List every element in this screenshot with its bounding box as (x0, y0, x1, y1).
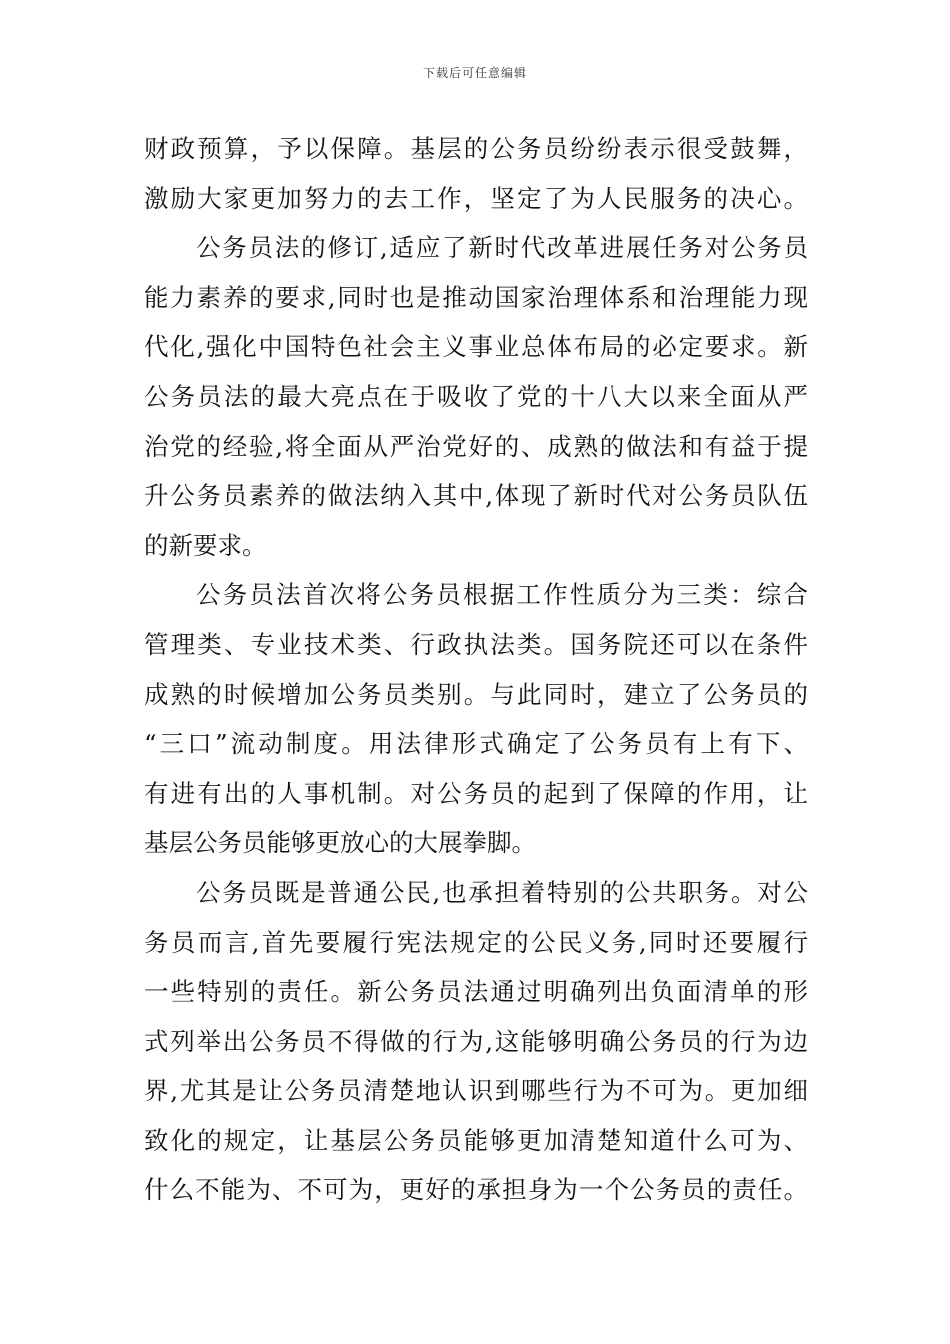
text-line: 财政预算，予以保障。基层的公务员纷纷表示很受鼓舞， (144, 134, 808, 163)
text-line: 界,尤其是让公务员清楚地认识到哪些行为不可为。更加细 (144, 1076, 808, 1106)
text-line: 管理类、专业技术类、行政执法类。国务院还可以在条件 (144, 629, 808, 659)
paragraph (144, 124, 808, 223)
text-line: 的新要求。 (144, 530, 267, 560)
text-line: “三口”流动制度。用法律形式确定了公务员有上有下、 (144, 729, 808, 759)
text-line: 致化的规定，让基层公务员能够更加清楚知道什么可为、 (144, 1125, 808, 1155)
text-line: 公务员法的修订,适应了新时代改革进展任务对公务员 (196, 233, 808, 263)
text-line: 激励大家更加努力的去工作，坚定了为人民服务的决心。 (144, 183, 808, 213)
text-line: 务员而言,首先要履行宪法规定的公民义务,同时还要履行 (144, 927, 808, 957)
text-line: 公务员法的最大亮点在于吸收了党的十八大以来全面从严 (144, 381, 808, 411)
text-line: 升公务员素养的做法纳入其中,体现了新时代对公务员队伍 (144, 481, 808, 511)
paragraph (144, 868, 808, 1215)
text-line: 什么不能为、不可为，更好的承担身为一个公务员的责任。 (144, 1175, 808, 1205)
text-line: 一些特别的责任。新公务员法通过明确列出负面清单的形 (144, 977, 808, 1007)
text-line: 基层公务员能够更放心的大展拳脚。 (144, 828, 536, 858)
text-line: 式列举出公务员不得做的行为,这能够明确公务员的行为边 (144, 1026, 808, 1056)
paragraph (144, 223, 808, 570)
paragraph (144, 570, 808, 868)
text-line: 公务员法首次将公务员根据工作性质分为三类：综合 (196, 580, 808, 610)
text-line: 代化,强化中国特色社会主义事业总体布局的必定要求。新 (144, 332, 808, 362)
text-line: 公务员既是普通公民,也承担着特别的公共职务。对公 (196, 877, 808, 907)
page-header: 下载后可任意编辑 (422, 66, 527, 80)
text-line: 能力素养的要求,同时也是推动国家治理体系和治理能力现 (144, 282, 808, 312)
text-line: 成熟的时候增加公务员类别。与此同时，建立了公务员的 (144, 679, 808, 709)
body-text (144, 124, 808, 1215)
text-line: 治党的经验,将全面从严治党好的、成熟的做法和有益于提 (144, 431, 808, 461)
text-line: 有进有出的人事机制。对公务员的起到了保障的作用，让 (144, 778, 808, 808)
